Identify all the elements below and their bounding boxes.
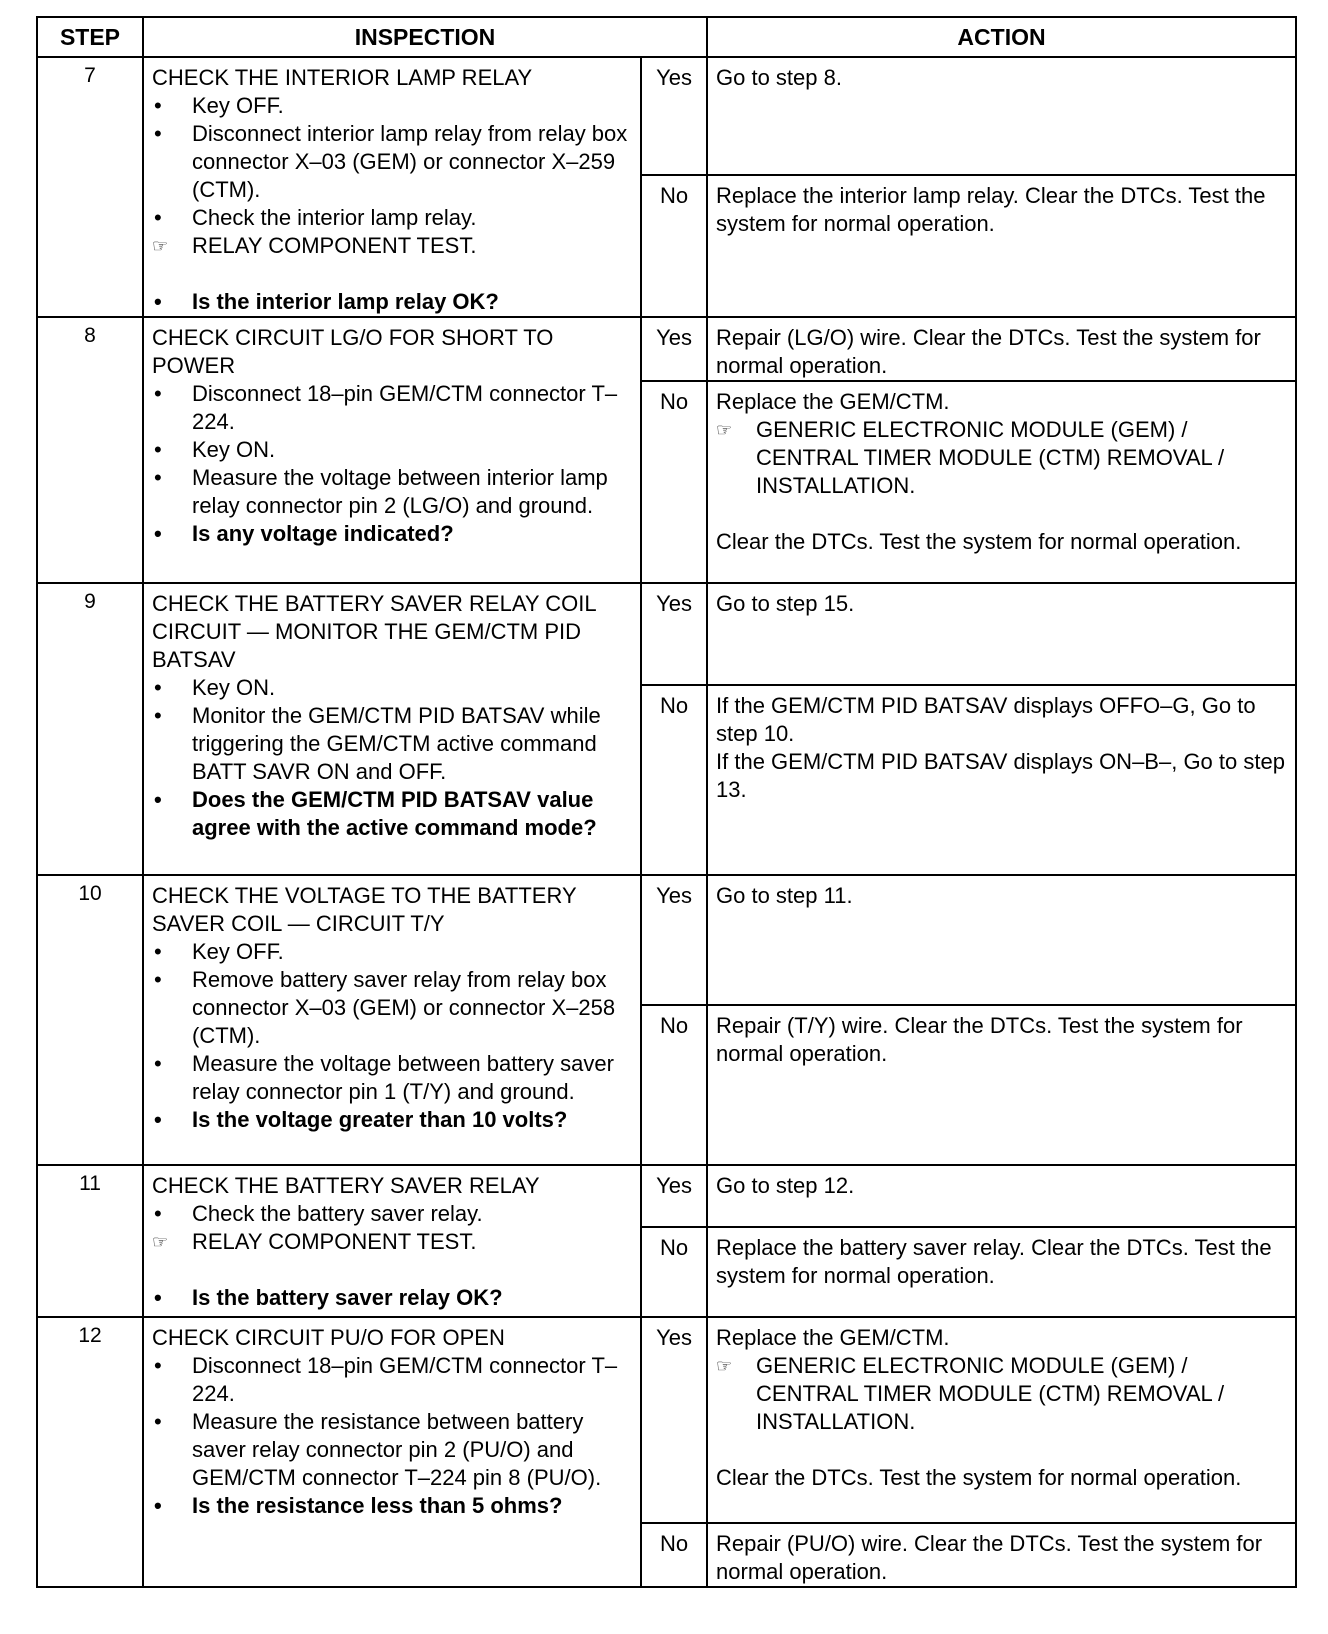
table-row: [37, 1165, 1296, 1227]
header-action: ACTION: [707, 17, 1296, 57]
header-inspection: INSPECTION: [143, 17, 707, 57]
diagnostic-table-page: [36, 16, 1295, 1588]
no-label: No: [641, 1523, 707, 1587]
inspection-title: CHECK THE INTERIOR LAMP RELAY: [152, 65, 533, 90]
yes-action: Go to step 15.: [707, 583, 1296, 685]
inspection-item: • Measure the voltage between battery saver relay connector pin 1 (T/Y) and ground.: [152, 1050, 632, 1106]
action-text: Clear the DTCs. Test the system for normal operation.: [716, 1465, 1242, 1490]
table-row: [37, 317, 1296, 381]
yes-action: [707, 1317, 1296, 1523]
reference-item: ☞ GENERIC ELECTRONIC MODULE (GEM) / CENTRAL TIMER MODULE (CTM) REMOVAL / INSTALLATION.: [716, 1352, 1287, 1436]
inspection-question: • Is the interior lamp relay OK?: [152, 288, 632, 316]
inspection-title: CHECK THE BATTERY SAVER RELAY: [152, 1173, 540, 1198]
no-label: No: [641, 175, 707, 317]
yes-label: Yes: [641, 1317, 707, 1523]
inspection-item: • Disconnect 18–pin GEM/CTM connector T–224.: [152, 1352, 632, 1408]
yes-label: Yes: [641, 317, 707, 381]
no-label: No: [641, 1227, 707, 1317]
no-action: Repair (T/Y) wire. Clear the DTCs. Test the system for normal operation.: [707, 1005, 1296, 1165]
reference-item: ☞ RELAY COMPONENT TEST.: [152, 232, 632, 260]
inspection-question: • Is the battery saver relay OK?: [152, 1284, 632, 1312]
inspection-question: • Is the voltage greater than 10 volts?: [152, 1106, 632, 1134]
inspection-item: • Measure the resistance between battery saver relay connector pin 2 (PU/O) and GEM/CTM connector T–224 pin 8 (PU/O).: [152, 1408, 632, 1492]
inspection-item: • Key OFF.: [152, 938, 632, 966]
yes-action: Go to step 12.: [707, 1165, 1296, 1227]
table-row: [37, 583, 1296, 685]
yes-label: Yes: [641, 583, 707, 685]
step-number: 10: [37, 875, 143, 1165]
inspection-title: CHECK THE BATTERY SAVER RELAY COIL CIRCUIT — MONITOR THE GEM/CTM PID BATSAV: [152, 591, 596, 672]
no-action: [707, 685, 1296, 875]
inspection-item: • Disconnect 18–pin GEM/CTM connector T–224.: [152, 380, 632, 436]
inspection-item: • Key ON.: [152, 674, 632, 702]
action-text: Replace the GEM/CTM.: [716, 1325, 950, 1350]
inspection-cell: [143, 317, 641, 583]
header-row: [37, 17, 1296, 57]
yes-label: Yes: [641, 57, 707, 175]
inspection-title: CHECK CIRCUIT PU/O FOR OPEN: [152, 1325, 505, 1350]
no-action: Replace the battery saver relay. Clear the DTCs. Test the system for normal operation.: [707, 1227, 1296, 1317]
inspection-cell: [143, 583, 641, 875]
step-number: 7: [37, 57, 143, 317]
action-text: If the GEM/CTM PID BATSAV displays OFFO–G, Go to step 10.: [716, 693, 1256, 746]
inspection-cell: [143, 57, 641, 317]
no-action: Repair (PU/O) wire. Clear the DTCs. Test the system for normal operation.: [707, 1523, 1296, 1587]
step-number: 12: [37, 1317, 143, 1587]
inspection-question: • Does the GEM/CTM PID BATSAV value agree with the active command mode?: [152, 786, 632, 842]
action-text: Replace the GEM/CTM.: [716, 389, 950, 414]
inspection-item: • Check the interior lamp relay.: [152, 204, 632, 232]
no-action: Replace the interior lamp relay. Clear the DTCs. Test the system for normal operation.: [707, 175, 1296, 317]
table-row: [37, 57, 1296, 175]
reference-item: ☞ RELAY COMPONENT TEST.: [152, 1228, 632, 1256]
yes-action: Go to step 8.: [707, 57, 1296, 175]
step-number: 11: [37, 1165, 143, 1317]
inspection-item: • Key OFF.: [152, 92, 632, 120]
no-label: No: [641, 381, 707, 583]
inspection-item: • Monitor the GEM/CTM PID BATSAV while triggering the GEM/CTM active command BATT SAVR ON and OFF.: [152, 702, 632, 786]
yes-label: Yes: [641, 1165, 707, 1227]
inspection-question: • Is any voltage indicated?: [152, 520, 632, 548]
table-row: [37, 875, 1296, 1005]
yes-action: Repair (LG/O) wire. Clear the DTCs. Test the system for normal operation.: [707, 317, 1296, 381]
step-number: 9: [37, 583, 143, 875]
inspection-cell: [143, 875, 641, 1165]
inspection-question: • Is the resistance less than 5 ohms?: [152, 1492, 632, 1520]
inspection-item: • Disconnect interior lamp relay from relay box connector X–03 (GEM) or connector X–259 (CTM).: [152, 120, 632, 204]
step-number: 8: [37, 317, 143, 583]
no-label: No: [641, 1005, 707, 1165]
inspection-cell: [143, 1317, 641, 1587]
inspection-item: • Key ON.: [152, 436, 632, 464]
action-text: Clear the DTCs. Test the system for normal operation.: [716, 529, 1242, 554]
no-label: No: [641, 685, 707, 875]
inspection-item: • Remove battery saver relay from relay box connector X–03 (GEM) or connector X–258 (CTM).: [152, 966, 632, 1050]
no-action: [707, 381, 1296, 583]
inspection-title: CHECK THE VOLTAGE TO THE BATTERY SAVER COIL — CIRCUIT T/Y: [152, 883, 577, 936]
inspection-title: CHECK CIRCUIT LG/O FOR SHORT TO POWER: [152, 325, 554, 378]
reference-item: ☞ GENERIC ELECTRONIC MODULE (GEM) / CENTRAL TIMER MODULE (CTM) REMOVAL / INSTALLATION.: [716, 416, 1287, 500]
action-text: If the GEM/CTM PID BATSAV displays ON–B–, Go to step 13.: [716, 749, 1285, 802]
yes-action: Go to step 11.: [707, 875, 1296, 1005]
inspection-item: • Measure the voltage between interior lamp relay connector pin 2 (LG/O) and ground.: [152, 464, 632, 520]
inspection-cell: [143, 1165, 641, 1317]
table-row: [37, 1317, 1296, 1523]
inspection-item: • Check the battery saver relay.: [152, 1200, 632, 1228]
header-step: STEP: [37, 17, 143, 57]
diagnostic-table: [36, 16, 1297, 1588]
yes-label: Yes: [641, 875, 707, 1005]
